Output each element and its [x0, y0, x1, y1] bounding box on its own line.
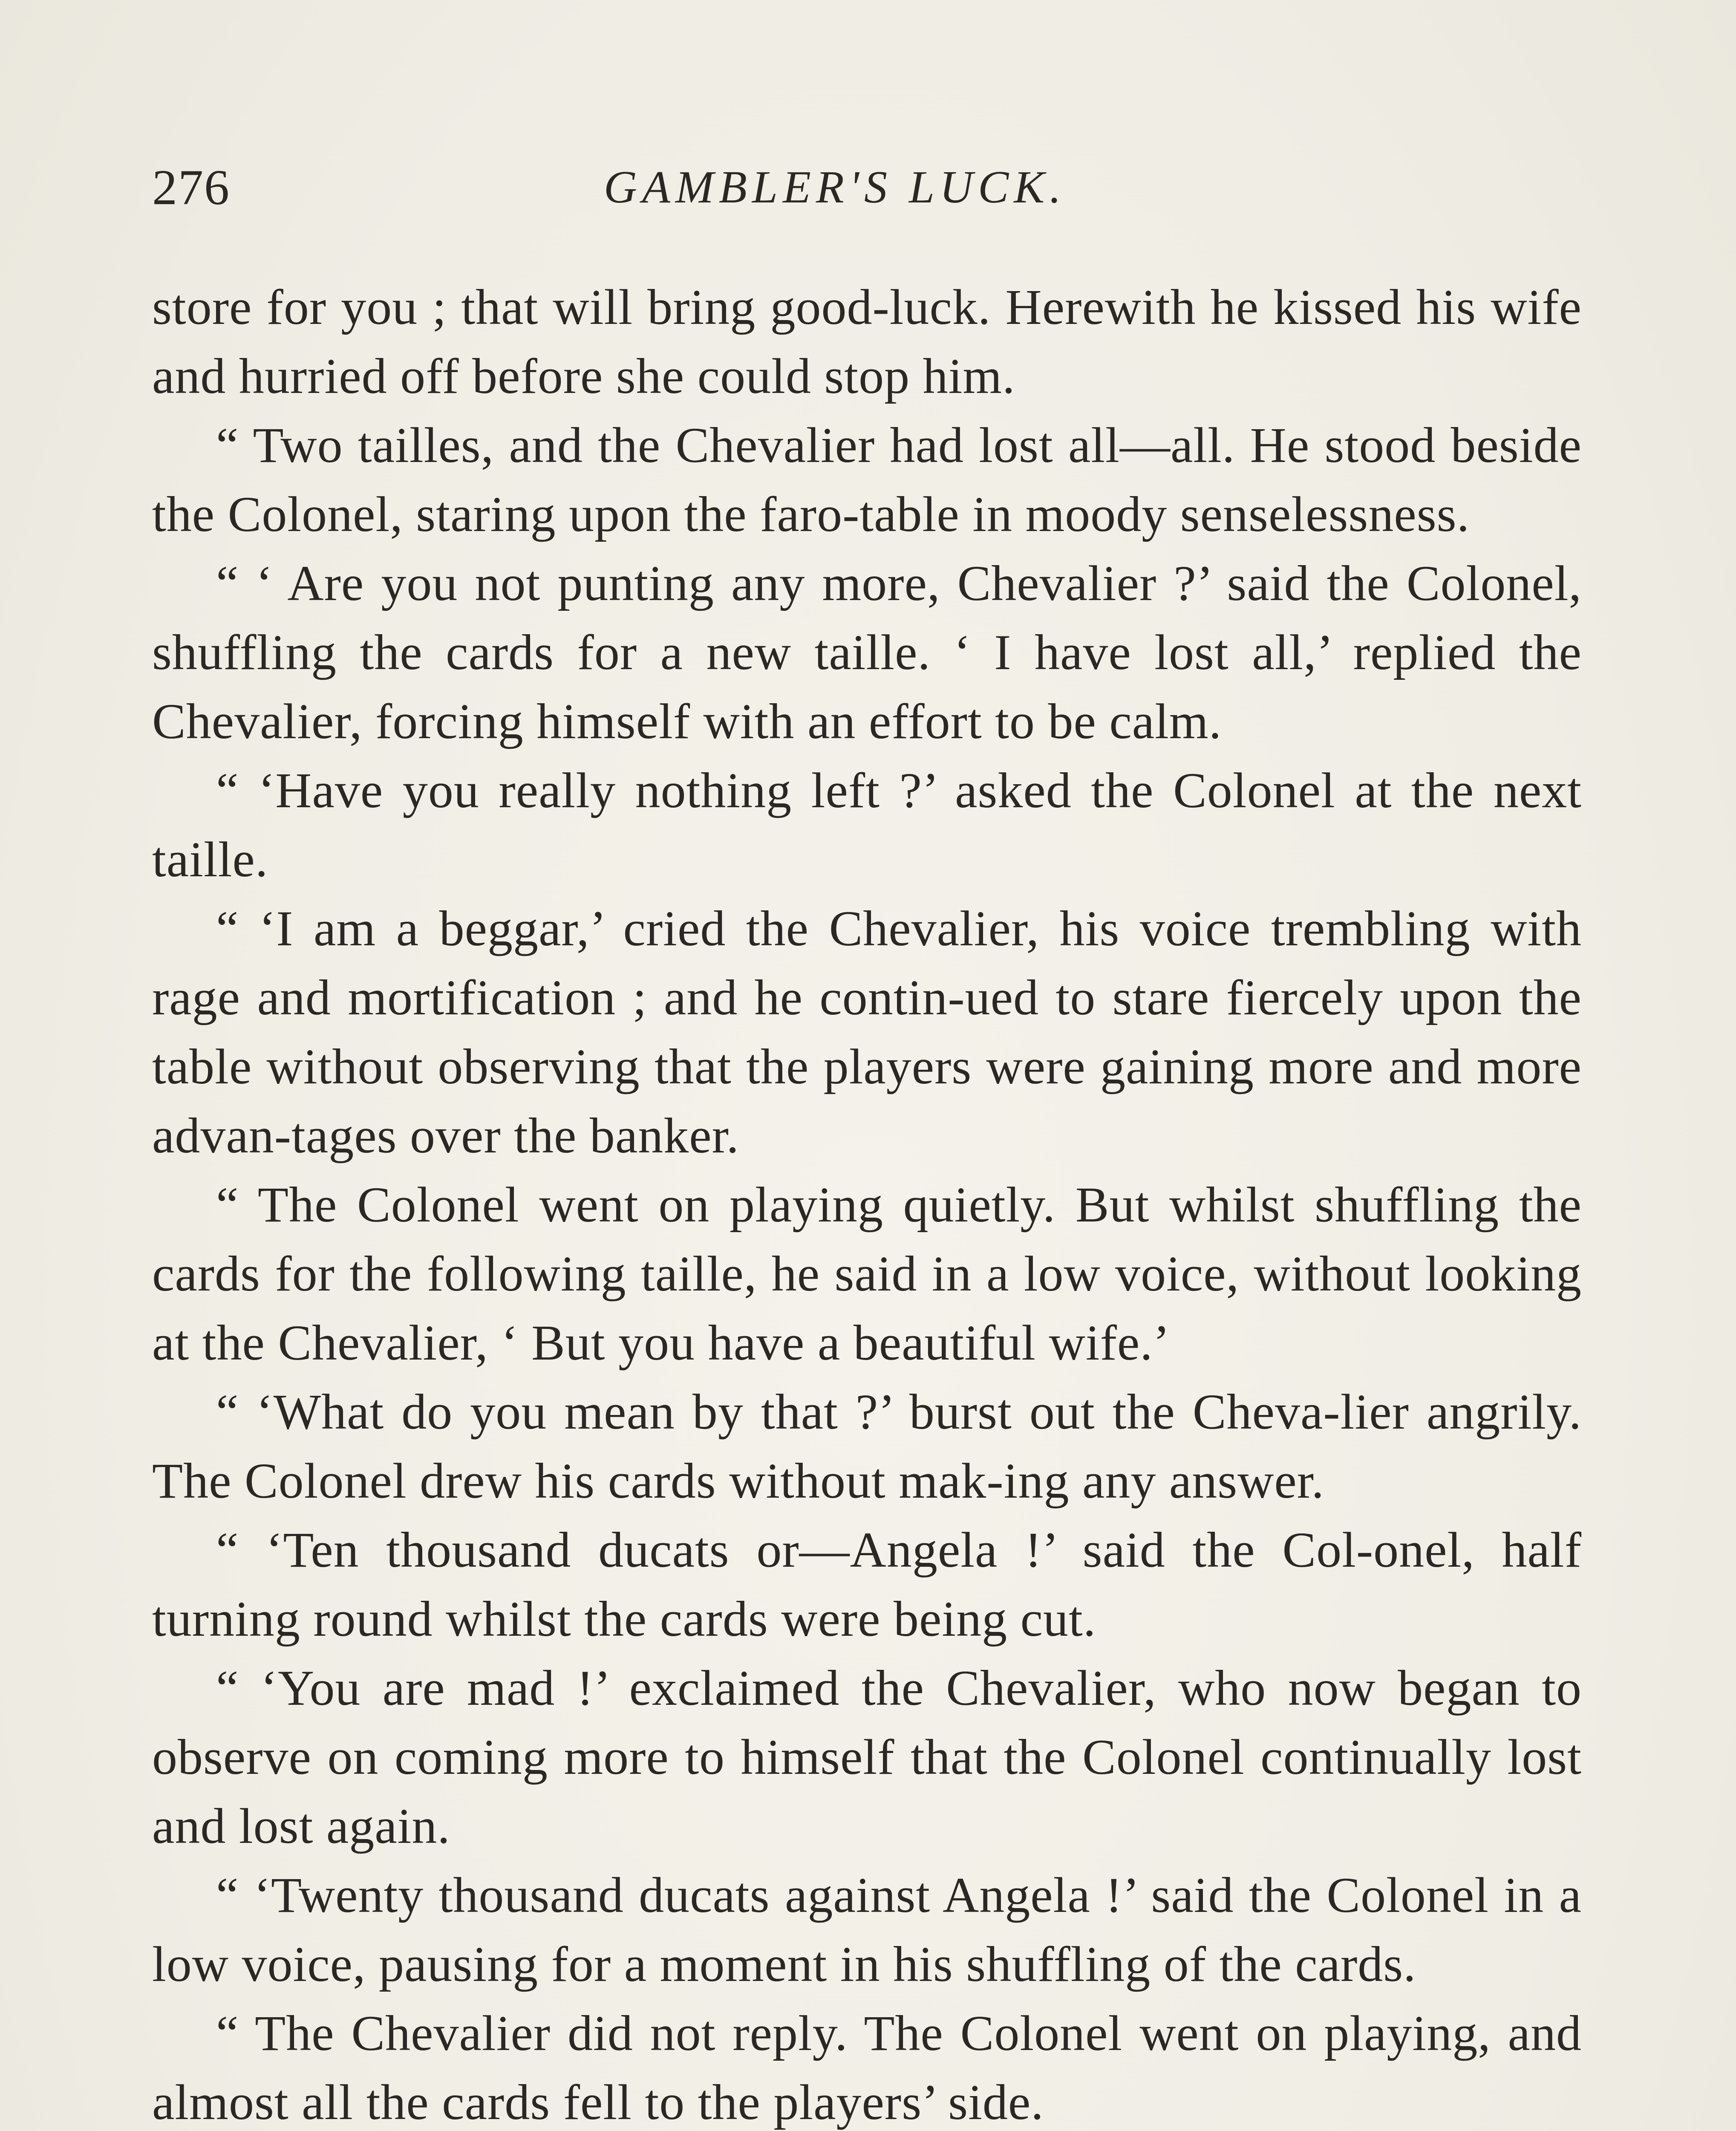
paragraph: “ ‘Have you really nothing left ?’ asked the Colonel at the next taille.: [152, 762, 1582, 887]
paragraph: “ ‘Ten thousand ducats or—Angela !’ said the Col-onel, half turning round whilst the cards were being cut.: [152, 1522, 1582, 1647]
paragraph: “ The Colonel went on playing quietly. But whilst shuffling the cards for the following taille, he said in a low voice, without looking at the Chevalier, ‘ But you have a beautiful wife.’: [152, 1177, 1582, 1371]
paragraph: “ ‘ Are you not punting any more, Chevalier ?’ said the Colonel, shuffling the cards for a new taille. ‘ I have lost all,’ replied the Chevalier, forcing himself with an effort to be calm.: [152, 555, 1582, 749]
paragraph: “ The Chevalier did not reply. The Colonel went on playing, and almost all the cards fell to the players’ side.: [152, 2005, 1582, 2130]
paragraph: “ ‘What do you mean by that ?’ burst out the Cheva-lier angrily. The Colonel drew his cards without mak-ing any answer.: [152, 1384, 1582, 1509]
paragraph: “ Two tailles, and the Chevalier had lost all—all. He stood beside the Colonel, staring upon the faro-table in moody senselessness.: [152, 417, 1582, 542]
body-text: [152, 273, 1582, 2131]
paragraph: “ ‘You are mad !’ exclaimed the Chevalier, who now began to observe on coming more to himself that the Colonel continually lost and lost again.: [152, 1660, 1582, 1854]
paragraph: “ ‘Twenty thousand ducats against Angela !’ said the Colonel in a low voice, pausing for a moment in his shuffling of the cards.: [152, 1867, 1582, 1992]
paragraph: “ ‘I am a beggar,’ cried the Chevalier, his voice trembling with rage and mortification ; and he contin-ued to stare fiercely upon the table without observing that the players were gaining more and more advan-tages over the banker.: [152, 901, 1582, 1164]
page-number: 276: [152, 159, 230, 215]
page-header: [152, 158, 1582, 217]
paragraph: store for you ; that will bring good-luck. Herewith he kissed his wife and hurried off before she could stop him.: [152, 279, 1582, 404]
running-head: GAMBLER'S LUCK.: [604, 162, 1067, 213]
